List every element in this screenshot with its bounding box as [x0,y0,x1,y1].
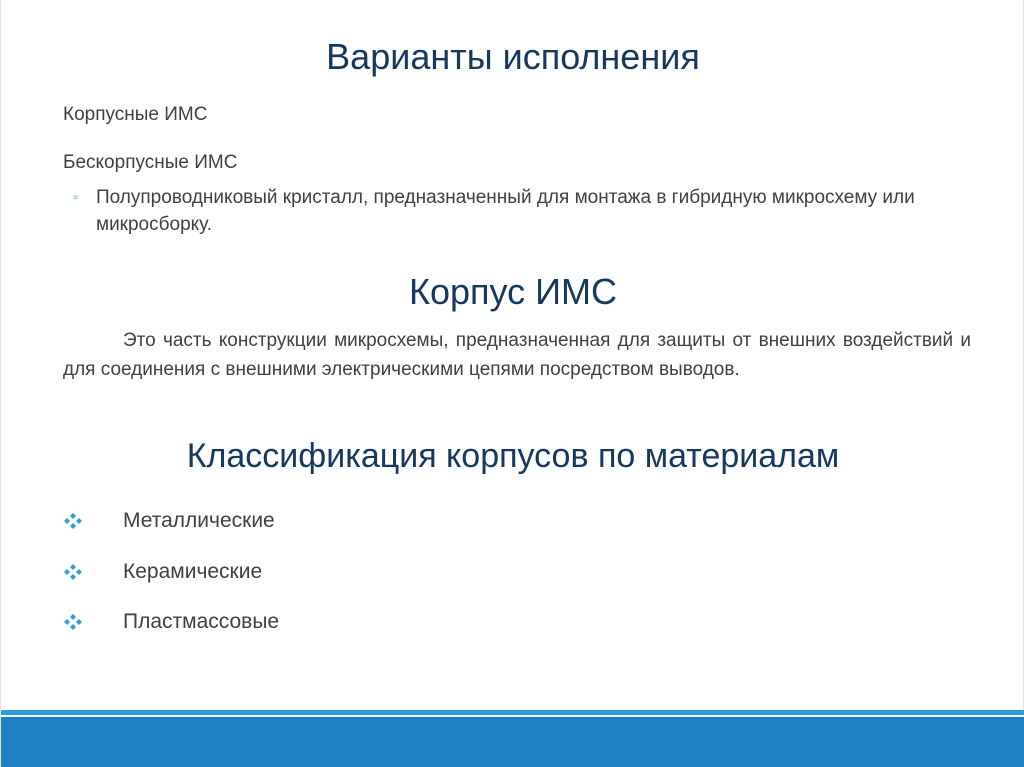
material-metal: Металлические [123,509,275,532]
circle-bullet-icon: ◦ [73,189,79,206]
diamond-cluster-icon [63,614,83,630]
diamond-cluster-icon [63,564,83,580]
definition-paragraph: Это часть конструкции микросхемы, предназначенная для защиты от внешних воздействий и для соединения с внешними электрическими цепями посредством выводов. [63,330,971,380]
item-packaged-ic: Корпусные ИМС [63,104,208,125]
footer-bar [1,717,1024,767]
sub-item-text: Полупроводниковый кристалл, предназначенный для монтажа в гибридную микросхему или микросборку. [96,187,915,235]
material-plastic: Пластмассовые [123,610,280,633]
diamond-cluster-icon [63,513,83,529]
material-ceramic: Керамические [123,560,263,583]
sub-item [73,184,953,238]
heading-ic-package: Корпус ИМС [409,271,617,312]
slide-title: Варианты исполнения [326,36,700,77]
item-unpackaged-ic: Бескорпусные ИМС [63,152,238,173]
heading-classification: Классификация корпусов по материалам [186,437,840,475]
